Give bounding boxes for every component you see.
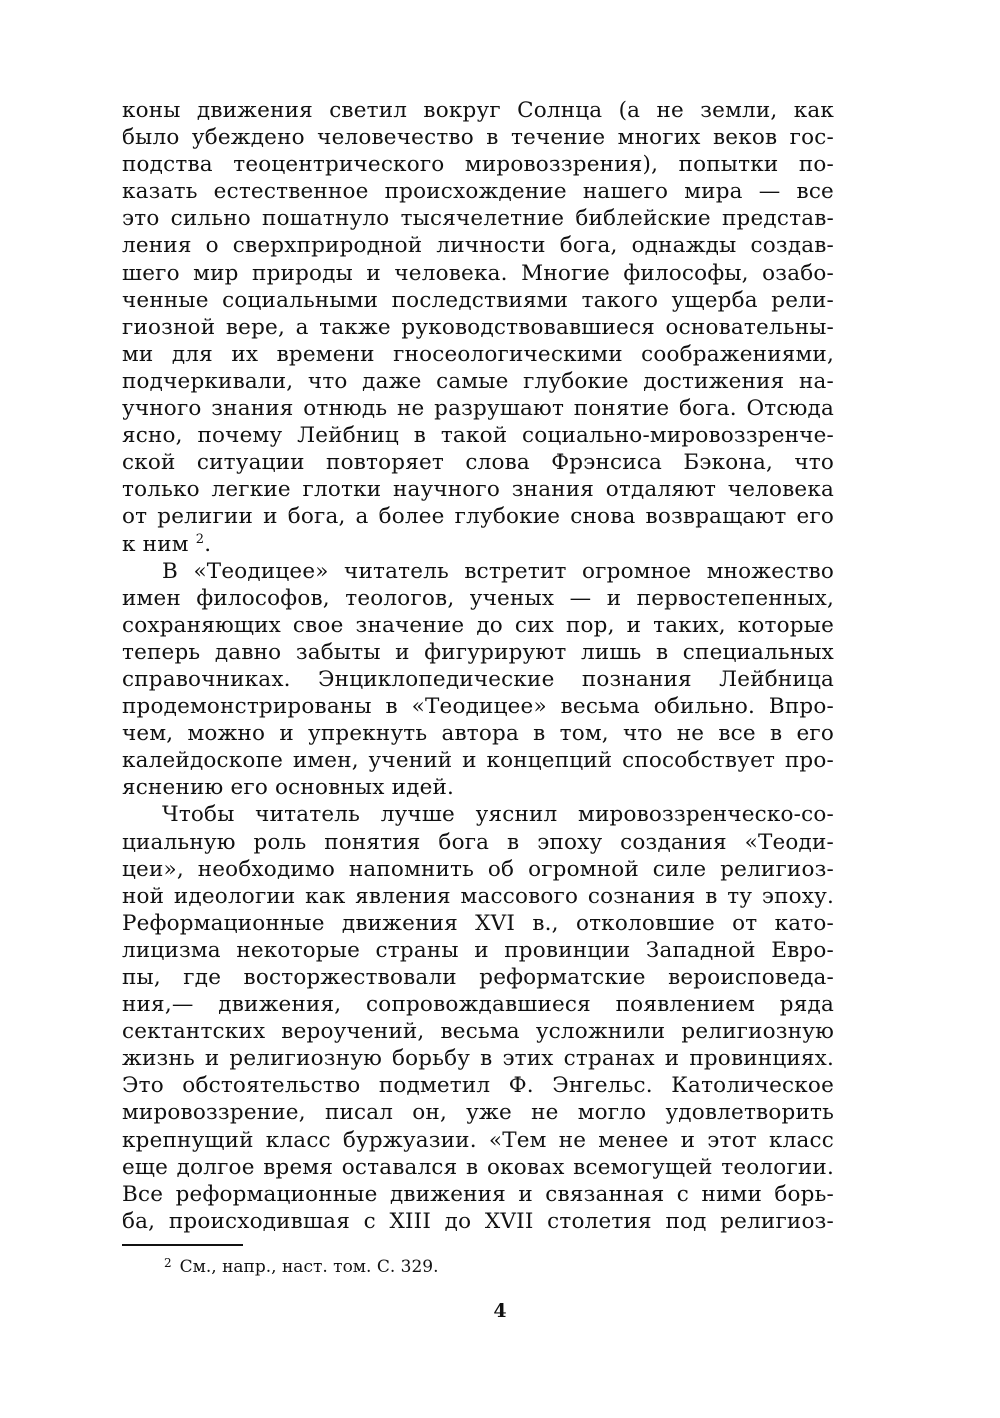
text-line: коны движения светил вокруг Солнца (а не земли, как — [122, 98, 834, 123]
text-line: еще долгое время оставался в оковах всемогущей теологии. — [122, 1154, 834, 1180]
text-line: чем, можно и упрекнуть автора в том, что не все в его — [122, 721, 834, 747]
footnote-divider — [122, 1244, 243, 1246]
text-line: пы, где восторжествовали реформатские вероисповеда- — [122, 965, 834, 990]
text-line: ния,— движения, сопровождавшиеся появлением ряда — [122, 992, 834, 1018]
text-line: ской ситуации повторяет слова Фрэнсиса Бэкона, что — [122, 450, 834, 476]
text-line: учного знания отнюдь не разрушают понятие бога. Отсюда — [122, 396, 834, 422]
text-line: только легкие глотки научного знания отдаляют человека — [122, 477, 834, 503]
text-line: жизнь и религиозную борьбу в этих странах и провинциях. — [122, 1046, 834, 1072]
text-line: ясно, почему Лейбниц в такой социально-мировоззренче- — [122, 423, 834, 449]
text-line: шего мир природы и человека. Многие философы, озабо- — [122, 260, 834, 286]
paragraph-first-line: В «Теодицее» читатель встретит огромное множество — [162, 558, 834, 584]
text-line: теперь давно забыты и фигурируют лишь в специальных — [122, 639, 834, 665]
text-line: Это обстоятельство подметил Ф. Энгельс. Католическое — [122, 1073, 834, 1099]
text-line: ной идеологии как явления массового сознания в ту эпоху. — [122, 883, 834, 909]
text-line: сектантских вероучений, весьма усложнили религиозную — [122, 1019, 834, 1045]
text-line: яснению его основных идей. — [122, 775, 455, 801]
text-line: от религии и бога, а более глубокие снова возвращают его — [122, 504, 834, 530]
main-text — [122, 97, 834, 1235]
text-line: это сильно пошатнуло тысячелетние библейские представ- — [122, 206, 834, 232]
text-line: Реформационные движения XVI в., отколовшие от като- — [122, 910, 834, 936]
text-line: ми для их времени гносеологическими соображениями, — [122, 341, 834, 367]
text-line: справочниках. Энциклопедические познания Лейбница — [122, 666, 834, 692]
footnote-reference: 2 — [195, 531, 205, 547]
text-line: ченные социальными последствиями такого ущерба рели- — [122, 287, 834, 313]
text-line: имен философов, теологов, ученых — и первостепенных, — [122, 585, 834, 611]
text-line: к ним $^2$. — [122, 531, 212, 557]
footnote — [164, 1256, 439, 1278]
text-line: гиозной вере, а также руководствовавшиеся основательны- — [122, 314, 834, 340]
text-line: циальную роль понятия бога в эпоху создания «Теоди- — [122, 829, 834, 855]
page-number: 4 — [493, 1300, 507, 1322]
text-line: казать естественное происхождение нашего мира — все — [122, 179, 834, 205]
text-line: Все реформационные движения и связанная с ними борь- — [122, 1181, 834, 1207]
footnote-text: См., напр., наст. том. С. 329. — [179, 1257, 439, 1277]
paragraph-first-line: Чтобы читатель лучше уяснил мировоззренческо-со- — [162, 802, 834, 828]
text-line: подства теоцентрического мировоззрения), попытки по- — [122, 152, 834, 178]
text-line: ба, происходившая с XIII до XVII столетия под религиоз- — [122, 1208, 834, 1234]
text-line: цеи», необходимо напомнить об огромной силе религиоз- — [122, 856, 834, 882]
text-line: лицизма некоторые страны и провинции Западной Евро- — [122, 937, 834, 963]
text-line: калейдоскопе имен, учений и концепций способствует про- — [122, 748, 834, 774]
text-line-content: к ним — [122, 531, 189, 557]
text-line: было убеждено человечество в течение многих веков гос- — [122, 125, 834, 151]
text-line: крепнущий класс буржуазии. «Тем не менее и этот класс — [122, 1127, 834, 1153]
text-line: ления о сверхприродной личности бога, однажды создав- — [122, 233, 834, 259]
text-line: продемонстрированы в «Теодицее» весьма обильно. Впро- — [122, 694, 834, 720]
text-line: сохраняющих свое значение до сих пор, и таких, которые — [122, 612, 834, 638]
text-line: мировоззрение, писал он, уже не могло удовлетворить — [122, 1100, 834, 1126]
text-line: подчеркивали, что даже самые глубокие достижения на- — [122, 368, 834, 394]
footnote-marker: 2 — [164, 1256, 172, 1270]
